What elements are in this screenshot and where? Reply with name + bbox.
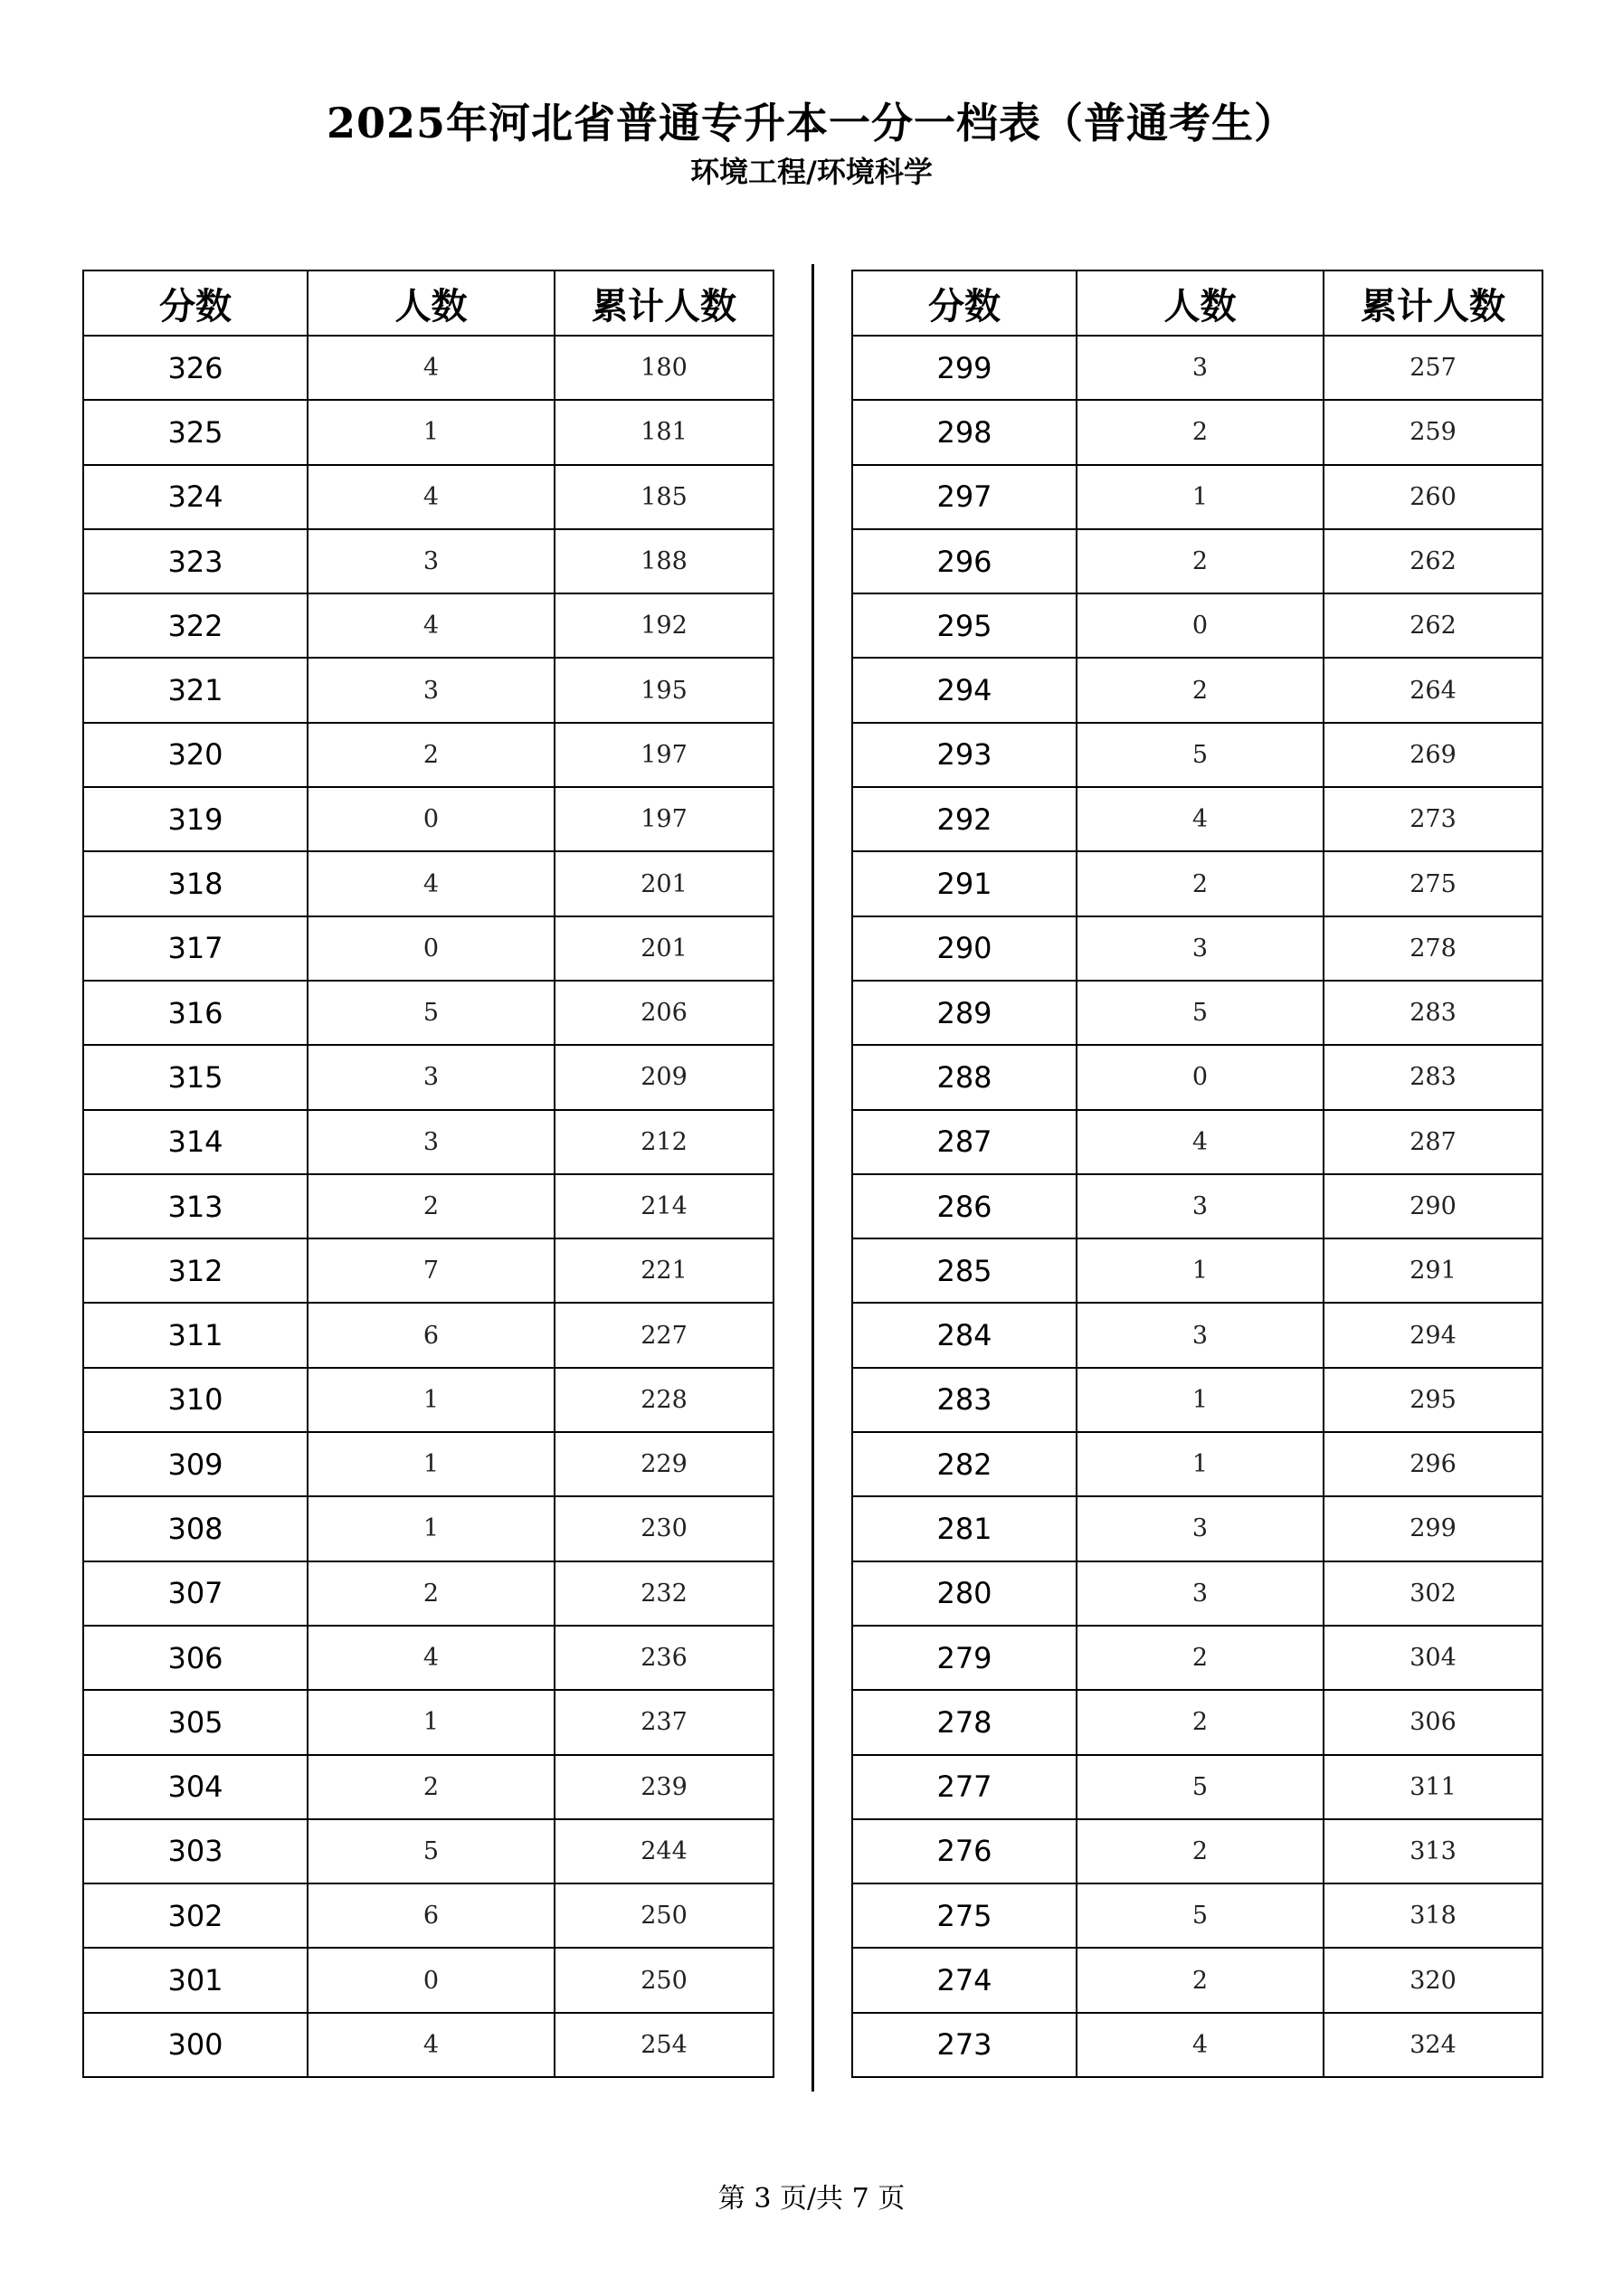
score-cell: 310: [83, 1368, 308, 1432]
score-cell: 293: [852, 723, 1077, 787]
cumulative-cell: 291: [1324, 1238, 1542, 1303]
count-cell: 4: [308, 2013, 555, 2077]
cumulative-cell: 294: [1324, 1303, 1542, 1367]
cumulative-cell: 232: [555, 1561, 774, 1626]
cumulative-cell: 236: [555, 1626, 774, 1690]
count-cell: 5: [1077, 1755, 1324, 1819]
score-cell: 308: [83, 1496, 308, 1561]
table-row: [83, 336, 774, 400]
score-cell: 278: [852, 1690, 1077, 1754]
count-cell: 3: [1077, 336, 1324, 400]
cumulative-cell: 283: [1324, 981, 1542, 1045]
table-row: [83, 787, 774, 851]
cumulative-cell: 244: [555, 1819, 774, 1883]
table-row: [83, 1432, 774, 1496]
count-cell: 2: [1077, 1626, 1324, 1690]
score-cell: 288: [852, 1045, 1077, 1109]
count-cell: 1: [1077, 1432, 1324, 1496]
cumulative-cell: 278: [1324, 916, 1542, 981]
table-row: [83, 400, 774, 464]
cumulative-cell: 212: [555, 1110, 774, 1174]
count-cell: 1: [308, 1690, 555, 1754]
table-row: [83, 1174, 774, 1238]
cumulative-cell: 304: [1324, 1626, 1542, 1690]
score-cell: 290: [852, 916, 1077, 981]
page-number: 第 3 页/共 7 页: [717, 2183, 906, 2215]
table-row: [852, 981, 1542, 1045]
cumulative-cell: 306: [1324, 1690, 1542, 1754]
score-cell: 281: [852, 1496, 1077, 1561]
cumulative-cell: 324: [1324, 2013, 1542, 2077]
score-cell: 322: [83, 593, 308, 658]
score-cell: 276: [852, 1819, 1077, 1883]
cumulative-cell: 250: [555, 1948, 774, 2012]
count-cell: 4: [308, 593, 555, 658]
table-row: [852, 465, 1542, 529]
cumulative-cell: 257: [1324, 336, 1542, 400]
count-cell: 1: [1077, 1238, 1324, 1303]
table-row: [83, 2013, 774, 2077]
page-title: 2025年河北省普通专升本一分一档表（普通考生）: [326, 99, 1297, 147]
cumulative-cell: 188: [555, 529, 774, 593]
count-cell: 0: [308, 1948, 555, 2012]
score-cell: 307: [83, 1561, 308, 1626]
score-cell: 317: [83, 916, 308, 981]
table-row: [852, 1238, 1542, 1303]
score-table-right: [851, 270, 1543, 2078]
table-row: [852, 400, 1542, 464]
count-cell: 0: [308, 787, 555, 851]
table-row: [83, 593, 774, 658]
score-cell: 297: [852, 465, 1077, 529]
score-cell: 314: [83, 1110, 308, 1174]
header-cumulative: 累计人数: [1324, 270, 1542, 336]
count-cell: 0: [1077, 1045, 1324, 1109]
score-cell: 303: [83, 1819, 308, 1883]
score-cell: 292: [852, 787, 1077, 851]
score-cell: 296: [852, 529, 1077, 593]
table-row: [852, 593, 1542, 658]
cumulative-cell: 259: [1324, 400, 1542, 464]
count-cell: 3: [1077, 1496, 1324, 1561]
count-cell: 5: [1077, 981, 1324, 1045]
count-cell: 3: [1077, 1303, 1324, 1367]
score-cell: 299: [852, 336, 1077, 400]
score-cell: 323: [83, 529, 308, 593]
score-cell: 306: [83, 1626, 308, 1690]
count-cell: 1: [1077, 465, 1324, 529]
cumulative-cell: 229: [555, 1432, 774, 1496]
table-row: [852, 1948, 1542, 2012]
table-row: [83, 1626, 774, 1690]
count-cell: 2: [1077, 851, 1324, 916]
score-cell: 324: [83, 465, 308, 529]
count-cell: 5: [308, 981, 555, 1045]
score-cell: 275: [852, 1883, 1077, 1948]
cumulative-cell: 262: [1324, 593, 1542, 658]
count-cell: 4: [1077, 1110, 1324, 1174]
table-body-right: [852, 336, 1542, 2077]
count-cell: 2: [1077, 658, 1324, 722]
count-cell: 5: [1077, 1883, 1324, 1948]
table-row: [83, 1238, 774, 1303]
table-row: [852, 916, 1542, 981]
score-cell: 289: [852, 981, 1077, 1045]
cumulative-cell: 201: [555, 916, 774, 981]
table-row: [852, 1626, 1542, 1690]
score-cell: 313: [83, 1174, 308, 1238]
cumulative-cell: 254: [555, 2013, 774, 2077]
count-cell: 1: [308, 400, 555, 464]
cumulative-cell: 209: [555, 1045, 774, 1109]
score-cell: 274: [852, 1948, 1077, 2012]
count-cell: 4: [308, 1626, 555, 1690]
cumulative-cell: 237: [555, 1690, 774, 1754]
header-count: 人数: [308, 270, 555, 336]
count-cell: 1: [308, 1432, 555, 1496]
score-cell: 287: [852, 1110, 1077, 1174]
cumulative-cell: 230: [555, 1496, 774, 1561]
cumulative-cell: 181: [555, 400, 774, 464]
score-cell: 302: [83, 1883, 308, 1948]
cumulative-cell: 264: [1324, 658, 1542, 722]
header-count: 人数: [1077, 270, 1324, 336]
count-cell: 4: [1077, 2013, 1324, 2077]
table-row: [83, 1755, 774, 1819]
count-cell: 2: [1077, 1948, 1324, 2012]
table-row: [852, 1174, 1542, 1238]
table-row: [83, 723, 774, 787]
count-cell: 1: [308, 1496, 555, 1561]
count-cell: 4: [308, 465, 555, 529]
table-row: [83, 1045, 774, 1109]
table-row: [852, 1368, 1542, 1432]
score-table-left: [82, 270, 774, 2078]
cumulative-cell: 206: [555, 981, 774, 1045]
header-score: 分数: [83, 270, 308, 336]
count-cell: 5: [1077, 723, 1324, 787]
score-cell: 320: [83, 723, 308, 787]
table-row: [852, 1110, 1542, 1174]
table-row: [83, 1883, 774, 1948]
score-cell: 326: [83, 336, 308, 400]
table-row: [852, 1432, 1542, 1496]
count-cell: 4: [308, 336, 555, 400]
score-cell: 311: [83, 1303, 308, 1367]
score-cell: 304: [83, 1755, 308, 1819]
cumulative-cell: 283: [1324, 1045, 1542, 1109]
score-cell: 295: [852, 593, 1077, 658]
count-cell: 2: [1077, 400, 1324, 464]
score-cell: 325: [83, 400, 308, 464]
score-cell: 316: [83, 981, 308, 1045]
count-cell: 2: [308, 1174, 555, 1238]
cumulative-cell: 313: [1324, 1819, 1542, 1883]
count-cell: 6: [308, 1883, 555, 1948]
count-cell: 4: [1077, 787, 1324, 851]
score-cell: 309: [83, 1432, 308, 1496]
score-cell: 318: [83, 851, 308, 916]
table-row: [852, 787, 1542, 851]
cumulative-cell: 260: [1324, 465, 1542, 529]
score-cell: 282: [852, 1432, 1077, 1496]
score-cell: 305: [83, 1690, 308, 1754]
score-cell: 285: [852, 1238, 1077, 1303]
score-cell: 273: [852, 2013, 1077, 2077]
count-cell: 6: [308, 1303, 555, 1367]
count-cell: 4: [308, 851, 555, 916]
count-cell: 2: [308, 723, 555, 787]
cumulative-cell: 250: [555, 1883, 774, 1948]
table-row: [852, 723, 1542, 787]
table-row: [852, 1303, 1542, 1367]
table-row: [83, 465, 774, 529]
cumulative-cell: 287: [1324, 1110, 1542, 1174]
table-row: [852, 1045, 1542, 1109]
count-cell: 0: [308, 916, 555, 981]
table-header-row: [83, 270, 774, 336]
table-row: [852, 1883, 1542, 1948]
table-row: [852, 658, 1542, 722]
cumulative-cell: 275: [1324, 851, 1542, 916]
table-row: [83, 1819, 774, 1883]
table-row: [83, 981, 774, 1045]
table-row: [852, 1819, 1542, 1883]
table-row: [852, 2013, 1542, 2077]
score-cell: 321: [83, 658, 308, 722]
cumulative-cell: 192: [555, 593, 774, 658]
score-cell: 284: [852, 1303, 1077, 1367]
score-cell: 300: [83, 2013, 308, 2077]
cumulative-cell: 295: [1324, 1368, 1542, 1432]
cumulative-cell: 302: [1324, 1561, 1542, 1626]
table-row: [83, 1110, 774, 1174]
count-cell: 7: [308, 1238, 555, 1303]
cumulative-cell: 197: [555, 787, 774, 851]
table-row: [83, 1690, 774, 1754]
score-cell: 279: [852, 1626, 1077, 1690]
cumulative-cell: 262: [1324, 529, 1542, 593]
count-cell: 5: [308, 1819, 555, 1883]
count-cell: 3: [308, 1045, 555, 1109]
count-cell: 3: [308, 1110, 555, 1174]
count-cell: 3: [1077, 1561, 1324, 1626]
table-row: [83, 1496, 774, 1561]
table-body-left: [83, 336, 774, 2077]
cumulative-cell: 273: [1324, 787, 1542, 851]
table-row: [852, 529, 1542, 593]
score-cell: 283: [852, 1368, 1077, 1432]
cumulative-cell: 311: [1324, 1755, 1542, 1819]
cumulative-cell: 227: [555, 1303, 774, 1367]
score-cell: 280: [852, 1561, 1077, 1626]
score-cell: 277: [852, 1755, 1077, 1819]
cumulative-cell: 318: [1324, 1883, 1542, 1948]
cumulative-cell: 228: [555, 1368, 774, 1432]
table-row: [83, 1561, 774, 1626]
score-cell: 286: [852, 1174, 1077, 1238]
count-cell: 3: [1077, 1174, 1324, 1238]
cumulative-cell: 214: [555, 1174, 774, 1238]
cumulative-cell: 180: [555, 336, 774, 400]
cumulative-cell: 269: [1324, 723, 1542, 787]
page-subtitle: 环境工程/环境科学: [690, 155, 933, 189]
count-cell: 2: [1077, 1819, 1324, 1883]
cumulative-cell: 239: [555, 1755, 774, 1819]
score-cell: 312: [83, 1238, 308, 1303]
cumulative-cell: 299: [1324, 1496, 1542, 1561]
score-cell: 319: [83, 787, 308, 851]
table-row: [852, 851, 1542, 916]
score-cell: 294: [852, 658, 1077, 722]
cumulative-cell: 221: [555, 1238, 774, 1303]
score-cell: 291: [852, 851, 1077, 916]
count-cell: 3: [1077, 916, 1324, 981]
table-row: [852, 1755, 1542, 1819]
count-cell: 1: [308, 1368, 555, 1432]
table-row: [83, 1948, 774, 2012]
table-row: [852, 1496, 1542, 1561]
cumulative-cell: 201: [555, 851, 774, 916]
score-cell: 301: [83, 1948, 308, 2012]
cumulative-cell: 195: [555, 658, 774, 722]
table-row: [852, 1690, 1542, 1754]
table-row: [83, 529, 774, 593]
count-cell: 0: [1077, 593, 1324, 658]
table-row: [83, 1368, 774, 1432]
count-cell: 2: [1077, 529, 1324, 593]
count-cell: 2: [1077, 1690, 1324, 1754]
column-divider: [812, 264, 814, 2092]
table-header-row: [852, 270, 1542, 336]
table-row: [83, 658, 774, 722]
header-score: 分数: [852, 270, 1077, 336]
cumulative-cell: 296: [1324, 1432, 1542, 1496]
count-cell: 3: [308, 529, 555, 593]
score-cell: 315: [83, 1045, 308, 1109]
table-row: [83, 916, 774, 981]
score-cell: 298: [852, 400, 1077, 464]
cumulative-cell: 320: [1324, 1948, 1542, 2012]
cumulative-cell: 185: [555, 465, 774, 529]
table-row: [83, 851, 774, 916]
table-row: [852, 336, 1542, 400]
cumulative-cell: 197: [555, 723, 774, 787]
count-cell: 1: [1077, 1368, 1324, 1432]
count-cell: 2: [308, 1561, 555, 1626]
cumulative-cell: 290: [1324, 1174, 1542, 1238]
table-row: [83, 1303, 774, 1367]
count-cell: 3: [308, 658, 555, 722]
table-row: [852, 1561, 1542, 1626]
header-cumulative: 累计人数: [555, 270, 774, 336]
count-cell: 2: [308, 1755, 555, 1819]
